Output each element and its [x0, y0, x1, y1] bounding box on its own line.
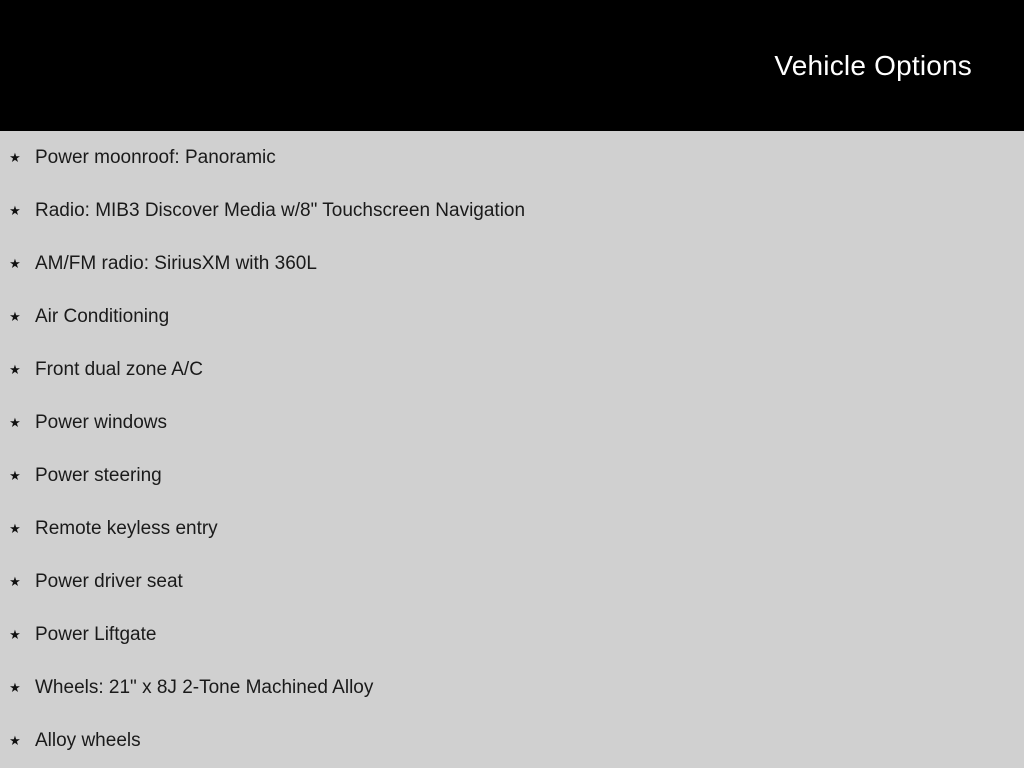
star-icon: ★	[9, 627, 21, 642]
list-item	[0, 567, 1024, 597]
list-item	[0, 673, 1024, 703]
option-label: Radio: MIB3 Discover Media w/8" Touchscreen Navigation	[35, 200, 526, 221]
option-label: Power steering	[35, 465, 162, 486]
list-item	[0, 249, 1024, 279]
option-label: Power windows	[35, 412, 167, 433]
header-bar	[0, 0, 1024, 131]
star-icon: ★	[9, 203, 21, 218]
list-item	[0, 514, 1024, 544]
list-item	[0, 143, 1024, 173]
star-icon: ★	[9, 468, 21, 483]
option-label: AM/FM radio: SiriusXM with 360L	[35, 253, 317, 274]
option-label: Power Liftgate	[35, 624, 157, 645]
star-icon: ★	[9, 521, 21, 536]
star-icon: ★	[9, 733, 21, 748]
list-item	[0, 408, 1024, 438]
vehicle-options-list	[0, 131, 1024, 768]
star-icon: ★	[9, 256, 21, 271]
list-item	[0, 355, 1024, 385]
star-icon: ★	[9, 150, 21, 165]
option-label: Front dual zone A/C	[35, 359, 203, 380]
list-item	[0, 726, 1024, 756]
option-label: Power driver seat	[35, 571, 183, 592]
star-icon: ★	[9, 574, 21, 589]
list-item	[0, 196, 1024, 226]
page-title: Vehicle Options	[774, 50, 972, 81]
star-icon: ★	[9, 415, 21, 430]
star-icon: ★	[9, 362, 21, 377]
list-item	[0, 302, 1024, 332]
option-label: Alloy wheels	[35, 730, 141, 751]
option-label: Wheels: 21" x 8J 2-Tone Machined Alloy	[35, 677, 374, 698]
option-label: Air Conditioning	[35, 306, 170, 327]
option-label: Power moonroof: Panoramic	[35, 147, 276, 168]
option-label: Remote keyless entry	[35, 518, 218, 539]
star-icon: ★	[9, 309, 21, 324]
star-icon: ★	[9, 680, 21, 695]
list-item	[0, 620, 1024, 650]
list-item	[0, 461, 1024, 491]
